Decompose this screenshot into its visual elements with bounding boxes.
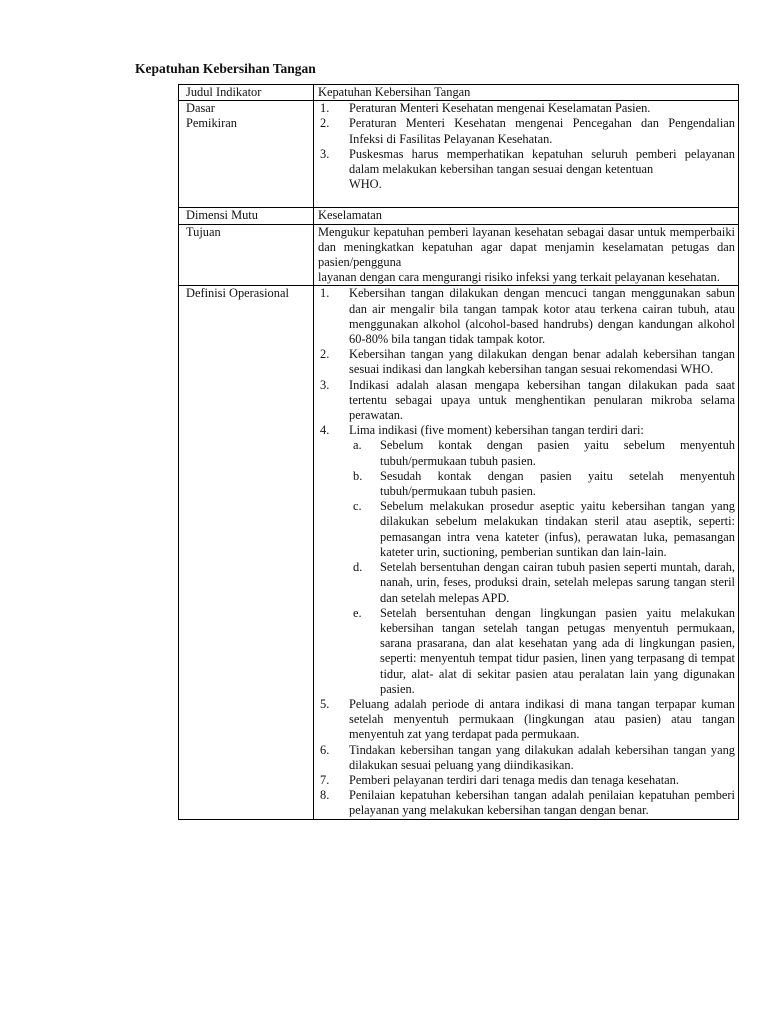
moment-item [349, 499, 735, 560]
list-number: 7. [320, 772, 330, 787]
moment-letter: e. [353, 605, 362, 620]
label-tujuan: Tujuan [179, 224, 314, 286]
label-dimensi-mutu: Dimensi Mutu [179, 208, 314, 224]
list-number: 6. [320, 742, 330, 757]
value-dasar-pemikiran [314, 101, 739, 208]
list-text: Peluang adalah periode di antara indikasi di mana tangan terpapar kuman setelah menyentuh permukaan (lingkungan atau pasien) atau tangan menyentuh zat yang terdapat pada permukaan. [349, 696, 735, 742]
list-item [318, 743, 735, 773]
list-item [318, 423, 735, 697]
list-item [318, 347, 735, 377]
list-number: 2. [320, 116, 330, 131]
label-judul-indikator: Judul Indikator [179, 85, 314, 101]
moment-text: Sebelum kontak dengan pasien yaitu sebelum menyentuh tubuh/permukaan tubuh pasien. [380, 438, 735, 468]
list-text: Indikasi adalah alasan mengapa kebersihan tangan dilakukan pada saat tertentu sebagai upaya untuk menghentikan penularan mikroba selama perawatan. [349, 377, 735, 423]
value-definisi-operasional [314, 286, 739, 819]
list-item [318, 116, 735, 146]
list-text: Penilaian kepatuhan kebersihan tangan adalah penilaian kepatuhan pemberi pelayanan yang melakukan kebersihan tangan dengan benar. [349, 788, 735, 818]
value-judul-indikator: Kepatuhan Kebersihan Tangan [314, 85, 739, 101]
list-number: 3. [320, 377, 330, 392]
list-item [318, 147, 735, 193]
definisi-list [318, 286, 735, 818]
list-text: Kebersihan tangan dilakukan dengan mencuci tangan menggunakan sabun dan air mengalir bila tangan tampak kotor atau terkena cairan tubuh, atau menggunakan alkohol (alcohol-based handrubs) dengan kandungan alkohol 60-80% bila tangan tidak tampak kotor. [349, 286, 735, 347]
list-text: Peraturan Menteri Kesehatan mengenai Pencegahan dan Pengendalian Infeksi di Fasilitas Pelayanan Kesehatan. [349, 116, 735, 146]
moment-text: Sesudah kontak dengan pasien yaitu setelah menyentuh tubuh/permukaan tubuh pasien. [380, 468, 735, 499]
moment-letter: b. [353, 468, 363, 483]
moment-text: Setelah bersentuhan dengan lingkungan pasien yaitu melakukan kebersihan tangan setelah tangan petugas menyentuh permukaan, sarana prasarana, dan alat kesehatan yang ada di lingkungan pasien, seperti: menyentuh tempat tidur pasien, linen yang terpasang di tempat tidur, alat- alat di sekitar pasien atau peralatan lain yang digunakan pasien. [380, 605, 735, 696]
list-number: 1. [320, 101, 330, 116]
label-definisi-operasional: Definisi Operasional [179, 286, 314, 819]
value-dimensi-mutu: Keselamatan [314, 208, 739, 224]
row-dasar-pemikiran [179, 101, 739, 208]
list-item [318, 286, 735, 347]
list-number: 2. [320, 347, 330, 362]
moment-list [349, 438, 735, 696]
list-item [318, 101, 735, 116]
list-text: Pemberi pelayanan terdiri dari tenaga medis dan tenaga kesehatan. [349, 772, 679, 787]
list-text: Tindakan kebersihan tangan yang dilakukan adalah kebersihan tangan yang dilakukan sesuai peluang yang diindikasikan. [349, 742, 735, 772]
moment-item [349, 438, 735, 468]
list-text: Lima indikasi (five moment) kebersihan tangan terdiri dari: [349, 423, 644, 438]
row-dimensi-mutu [179, 208, 739, 224]
indicator-table [178, 84, 739, 820]
list-item [318, 378, 735, 424]
moment-item [349, 469, 735, 499]
spacer [318, 192, 735, 207]
dasar-list [318, 101, 735, 192]
list-text: Peraturan Menteri Kesehatan mengenai Keselamatan Pasien. [349, 101, 651, 116]
moment-letter: a. [353, 438, 362, 453]
document-title: Kepatuhan Kebersihan Tangan [135, 61, 316, 76]
moment-letter: d. [353, 560, 363, 575]
value-tujuan: Mengukur kepatuhan pemberi layanan kesehatan sebagai dasar untuk memperbaiki dan meningkatkan kepatuhan agar dapat menjamin keselamatan petugas dan pasien/pengguna layanan dengan cara mengurangi risiko infeksi yang terkait pelayanan kesehatan. [314, 224, 739, 286]
row-tujuan [179, 224, 739, 286]
list-number: 5. [320, 696, 330, 711]
moment-item [349, 606, 735, 697]
moment-text: Sebelum melakukan prosedur aseptic yaitu kebersihan tangan yang dilakukan sebelum melakukan tindakan steril atau aseptik, seperti: pemasangan intra vena kateter (infus), perawatan luka, pemasangan kateter urin, suctioning, pemberian suntikan dan lain-lain. [380, 499, 735, 559]
row-definisi-operasional [179, 286, 739, 819]
moment-item [349, 560, 735, 606]
list-item [318, 788, 735, 818]
list-number: 3. [320, 146, 330, 161]
list-item [318, 697, 735, 743]
row-judul-indikator [179, 85, 739, 101]
list-number: 4. [320, 423, 330, 438]
list-number: 8. [320, 788, 330, 803]
list-text: Puskesmas harus memperhatikan kepatuhan seluruh pemberi pelayanan dalam melakukan kebersihan tangan sesuai dengan ketentuan WHO. [349, 146, 735, 192]
label-dasar-pemikiran: Dasar Pemikiran [179, 101, 314, 208]
list-number: 1. [320, 286, 330, 301]
list-item [318, 773, 735, 788]
moment-text: Setelah bersentuhan dengan cairan tubuh pasien seperti muntah, darah, nanah, urin, feses, produksi drain, setelah melepas sarung tangan steril dan setelah melepas APD. [380, 560, 735, 605]
moment-letter: c. [353, 499, 362, 514]
list-text: Kebersihan tangan yang dilakukan dengan benar adalah kebersihan tangan sesuai indikasi dan langkah kebersihan tangan sesuai rekomendasi WHO. [349, 347, 735, 377]
